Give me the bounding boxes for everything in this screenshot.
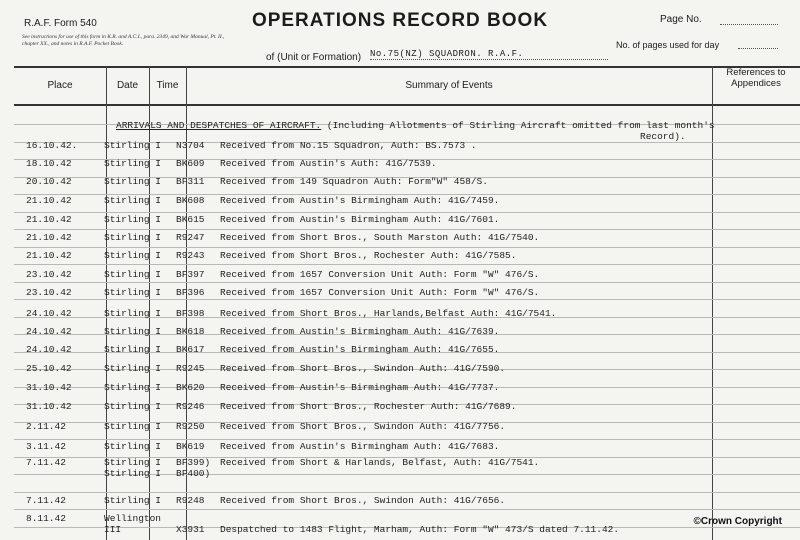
row-event: Received from Austin's Birmingham Auth: 41G/7639.	[220, 326, 500, 337]
row-aircraft-type: Stirling I	[104, 441, 162, 452]
ruled-line	[14, 229, 800, 230]
row-aircraft-type: Stirling I	[104, 269, 162, 280]
row-aircraft-type: Stirling I	[104, 214, 162, 225]
row-aircraft-type: Wellington	[104, 513, 162, 524]
row-aircraft-type: III	[104, 524, 122, 535]
row-serial: BK609	[176, 158, 205, 169]
row-aircraft-type: Stirling I	[104, 140, 162, 151]
row-event: Received from Austin's Birmingham Auth: 41G/7683.	[220, 441, 500, 452]
column-header-summary: Summary of Events	[405, 80, 493, 91]
row-serial: BF398	[176, 308, 205, 319]
unit-label: of (Unit or Formation)	[266, 52, 362, 63]
row-aircraft-type: Stirling I	[104, 308, 162, 319]
row-event: Received from Austin's Birmingham Auth: 41G/7601.	[220, 214, 500, 225]
section-heading-title: ARRIVALS AND DESPATCHES OF AIRCRAFT.	[116, 120, 322, 131]
ruled-line	[14, 282, 800, 283]
row-aircraft-type: Stirling I	[104, 250, 162, 261]
row-date: 3.11.42	[26, 441, 66, 452]
row-aircraft-type: Stirling I	[104, 382, 162, 393]
form-number: R.A.F. Form 540	[24, 18, 97, 29]
row-date: 21.10.42	[26, 214, 72, 225]
row-date: 24.10.42	[26, 308, 72, 319]
row-serial: R9250	[176, 421, 205, 432]
row-aircraft-type: Stirling I	[104, 287, 162, 298]
row-event: Received from Austin's Birmingham Auth: 41G/7737.	[220, 382, 500, 393]
page-number-label: Page No.	[660, 14, 702, 25]
row-date: 8.11.42	[26, 513, 66, 524]
row-event: Received from Short Bros., Swindon Auth: 41G/7590.	[220, 363, 506, 374]
row-date: 24.10.42	[26, 344, 72, 355]
row-aircraft-type: Stirling I	[104, 457, 162, 468]
row-aircraft-type: Stirling I	[104, 232, 162, 243]
column-header-date: Date	[116, 80, 139, 91]
copyright-notice: ©Crown Copyright	[693, 516, 782, 527]
ruled-line	[14, 492, 800, 493]
ruled-line	[14, 509, 800, 510]
row-date: 21.10.42	[26, 195, 72, 206]
row-date: 2.11.42	[26, 421, 66, 432]
header-top-rule	[14, 66, 800, 68]
row-date: 31.10.42	[26, 401, 72, 412]
row-serial: BF400)	[176, 468, 211, 479]
row-aircraft-type: Stirling I	[104, 363, 162, 374]
row-serial: R9246	[176, 401, 205, 412]
ruled-line	[14, 299, 800, 300]
row-event: Received from Austin's Birmingham Auth: 41G/7655.	[220, 344, 500, 355]
row-event: Received from Short Bros., Swindon Auth: 41G/7756.	[220, 421, 506, 432]
ruled-line	[14, 212, 800, 213]
row-event: Received from 1657 Conversion Unit Auth: Form "W" 476/S.	[220, 287, 540, 298]
ruled-line	[14, 439, 800, 440]
row-serial: BK615	[176, 214, 205, 225]
row-event: Received from Short Bros., Rochester Auth: 41G/7585.	[220, 250, 517, 261]
row-date: 23.10.42	[26, 269, 72, 280]
row-event: Received from 1657 Conversion Unit Auth: Form "W" 476/S.	[220, 269, 540, 280]
row-event: Received from Short Bros., Swindon Auth: 41G/7656.	[220, 495, 506, 506]
row-serial: N3704	[176, 140, 205, 151]
row-event: Received from Short Bros., Harlands,Belfast Auth: 41G/7541.	[220, 308, 557, 319]
section-heading	[116, 120, 715, 131]
row-date: 18.10.42	[26, 158, 72, 169]
row-date: 21.10.42	[26, 250, 72, 261]
column-header-place: Place	[47, 80, 73, 91]
row-event: Received from Austin's Birmingham Auth: 41G/7459.	[220, 195, 500, 206]
section-heading-note-continued: Record).	[640, 131, 686, 142]
row-serial: BF311	[176, 176, 205, 187]
ruled-line	[14, 247, 800, 248]
column-header-references: References to Appendices	[726, 67, 786, 89]
row-aircraft-type: Stirling I	[104, 495, 162, 506]
row-serial: BK608	[176, 195, 205, 206]
row-serial: BK620	[176, 382, 205, 393]
row-date: 25.10.42	[26, 363, 72, 374]
row-date: 31.10.42	[26, 382, 72, 393]
row-aircraft-type: Stirling I	[104, 158, 162, 169]
row-aircraft-type: Stirling I	[104, 195, 162, 206]
row-aircraft-type: Stirling I	[104, 401, 162, 412]
row-aircraft-type: Stirling I	[104, 468, 162, 479]
row-date: 21.10.42	[26, 232, 72, 243]
row-event: Despatched to 1483 Flight, Marham, Auth: Form "W" 473/S dated 7.11.42.	[220, 524, 620, 535]
pages-used-label: No. of pages used for day	[616, 40, 720, 50]
ruled-line	[14, 264, 800, 265]
row-event: Received from Short Bros., Rochester Auth: 41G/7689.	[220, 401, 517, 412]
row-aircraft-type: Stirling I	[104, 326, 162, 337]
row-date: 24.10.42	[26, 326, 72, 337]
row-aircraft-type: Stirling I	[104, 176, 162, 187]
row-serial: BF396	[176, 287, 205, 298]
row-serial: BK619	[176, 441, 205, 452]
row-serial: R9247	[176, 232, 205, 243]
row-event: Received from 149 Squadron Auth: Form"W" 458/S.	[220, 176, 488, 187]
column-divider-summary	[712, 66, 713, 540]
form-instructions: See instructions for use of this form in K.R. and A.C.I., para. 2349, and War Manual, Pt. II., chapter XX., and notes in R.A.F. Pocket Book.	[22, 34, 225, 47]
unit-value: No.75(NZ) SQUADRON. R.A.F.	[370, 49, 608, 60]
row-serial: BK617	[176, 344, 205, 355]
row-event: Received from Austin's Auth: 41G/7539.	[220, 158, 437, 169]
row-serial: BF397	[176, 269, 205, 280]
row-aircraft-type: Stirling I	[104, 421, 162, 432]
row-date: 7.11.42	[26, 495, 66, 506]
column-header-time: Time	[156, 80, 179, 91]
row-event: Received from Short & Harlands, Belfast, Auth: 41G/7541.	[220, 457, 540, 468]
row-serial: X3931	[176, 524, 205, 535]
row-serial: R9248	[176, 495, 205, 506]
row-serial: BF399)	[176, 457, 211, 468]
document-title: OPERATIONS RECORD BOOK	[251, 10, 549, 31]
row-date: 7.11.42	[26, 457, 66, 468]
row-serial: R9243	[176, 250, 205, 261]
row-date: 23.10.42	[26, 287, 72, 298]
row-event: Received from No.15 Squadron, Auth: BS.7573 .	[220, 140, 477, 151]
row-aircraft-type: Stirling I	[104, 344, 162, 355]
page-number-field	[720, 24, 778, 25]
row-date: 20.10.42	[26, 176, 72, 187]
row-serial: R9245	[176, 363, 205, 374]
row-date: 16.10.42.	[26, 140, 78, 151]
row-serial: BK618	[176, 326, 205, 337]
section-heading-note: (Including Allotments of Stirling Aircraft omitted from last month's	[321, 120, 715, 131]
row-event: Received from Short Bros., South Marston Auth: 41G/7540.	[220, 232, 540, 243]
pages-used-field	[738, 48, 778, 49]
header-bottom-rule	[14, 104, 800, 106]
